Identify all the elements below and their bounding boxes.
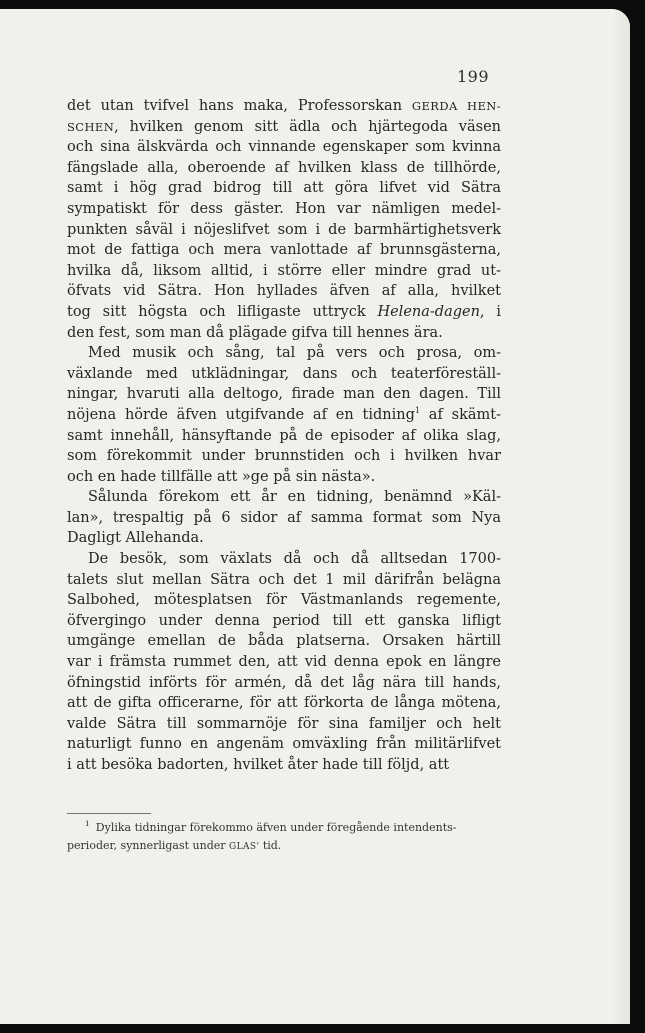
text-line [67, 549, 501, 570]
text-run: Med musik och sång, tal på vers och prosa, om- [88, 345, 501, 362]
text-line [67, 631, 501, 652]
page-number: 199 [456, 67, 489, 86]
text-run: Salbohed, mötesplatsen för Västmanlands regemente, [67, 592, 501, 609]
text-run: fängslade alla, oberoende af hvilken klass de tillhörde, [67, 159, 501, 176]
text-line [67, 178, 501, 199]
text-run: det utan tvifvel hans maka, Professorskan [67, 98, 412, 114]
text-line [67, 281, 501, 302]
footnote-marker: 1 [85, 819, 90, 829]
text-line [67, 590, 501, 611]
small-caps-name: SCHEN [67, 119, 115, 134]
text-line [67, 137, 501, 158]
text-line [67, 528, 501, 549]
small-caps-name: GERDA HEN- [411, 99, 501, 113]
text-line [67, 240, 501, 261]
text-run: och sina älskvärda och vinnande egenskaper som kvinna [67, 139, 501, 156]
text-run: och en hade tillfälle att »ge på sin nästa». [67, 468, 376, 485]
text-run: i att besöka badorten, hvilket åter hade till följd, att [67, 757, 450, 773]
text-run: öfvats vid Sätra. Hon hyllades äfven af alla, hvilket [67, 283, 501, 300]
text-run: valde Sätra till sommarnöje för sina familjer och helt [67, 715, 501, 732]
text-line [67, 220, 501, 241]
text-run: af skämt- [419, 406, 501, 423]
text-run: växlande med utklädningar, dans och teaterföreställ- [67, 365, 501, 382]
text-line [67, 199, 501, 220]
text-line [67, 693, 501, 714]
text-run: att de gifta officerarne, för att förkorta de långa mötena, [67, 695, 501, 712]
text-run: öfvergingo under denna period till ett ganska lifligt [67, 612, 501, 629]
footnote [67, 819, 501, 855]
footnote-text: tid. [259, 839, 282, 852]
text-line [67, 570, 501, 591]
text-line [67, 364, 501, 385]
text-line [67, 117, 501, 138]
text-run: mot de fattiga och mera vanlottade af brunnsgästerna, [67, 242, 501, 259]
text-line [67, 714, 501, 735]
text-run: Dagligt Allehanda. [67, 530, 204, 547]
body-text [67, 96, 501, 776]
text-run: lan», trespaltig på 6 sidor af samma format som Nya [67, 509, 501, 526]
text-run: samt innehåll, hänsyftande på de episoder af olika slag, [67, 427, 501, 444]
text-run: talets slut mellan Sätra och det 1 mil därifrån belägna [67, 571, 501, 588]
footnote-line [67, 837, 501, 855]
text-line [67, 261, 501, 282]
text-line [67, 302, 501, 323]
footnote-text: Dylika tidningar förekommo äfven under föregående intendents- [95, 821, 457, 834]
page-edge [612, 9, 630, 1024]
text-run: , hvilken genom sitt ädla och hjärtegoda väsen [114, 118, 501, 135]
text-line [67, 755, 501, 776]
text-line [67, 487, 501, 508]
book-page [0, 9, 630, 1024]
text-line [67, 323, 501, 344]
text-line [67, 734, 501, 755]
text-run: punkten såväl i nöjeslifvet som i de barmhärtighetsverk [67, 221, 501, 238]
text-run: nöjena hörde äfven utgifvande af en tidning [67, 406, 415, 423]
text-run: ningar, hvaruti alla deltogo, firade man den dagen. Till [67, 386, 501, 403]
text-line [67, 343, 501, 364]
text-run: Sålunda förekom ett år en tidning, benämnd »Käl- [88, 489, 501, 506]
text-run: öfningstid införts för armén, då det låg nära till hands, [67, 674, 501, 691]
footnote-rule [67, 813, 151, 814]
text-line [67, 611, 501, 632]
text-run: som förekommit under brunnstiden och i hvilken hvar [67, 448, 501, 465]
text-run: hvilka då, liksom alltid, i större eller mindre grad ut- [67, 262, 501, 279]
text-line [67, 508, 501, 529]
text-run: naturligt funno en angenäm omväxling från militärlifvet [67, 736, 501, 753]
text-line [67, 405, 501, 426]
text-line [67, 158, 501, 179]
footnote-reference: 1 [414, 406, 420, 416]
text-run: den fest, som man då plägade gifva till hennes ära. [67, 324, 443, 341]
text-line [67, 384, 501, 405]
text-line [67, 652, 501, 673]
text-run: De besök, som växlats då och då alltsedan 1700- [88, 551, 501, 568]
footnote-text: perioder, synnerligast under [67, 839, 230, 852]
text-line [67, 426, 501, 447]
text-line [67, 446, 501, 467]
text-line [67, 467, 501, 488]
text-line [67, 673, 501, 694]
text-run: samt i hög grad bidrog till att göra lifvet vid Sätra [67, 180, 501, 197]
italic-term: Helena-dagen [377, 303, 480, 320]
text-run: umgänge emellan de båda platserna. Orsaken härtill [67, 633, 501, 650]
text-run: var i främsta rummet den, att vid denna epok en längre [67, 654, 501, 671]
text-run: tog sitt högsta och lifligaste uttryck [67, 303, 378, 320]
footnote-name: GLAS' [229, 842, 260, 852]
text-run: , i [479, 303, 502, 320]
text-run: sympatiskt för dess gäster. Hon var nämligen medel- [67, 200, 501, 217]
text-line [67, 96, 501, 117]
footnote-line [67, 819, 501, 837]
